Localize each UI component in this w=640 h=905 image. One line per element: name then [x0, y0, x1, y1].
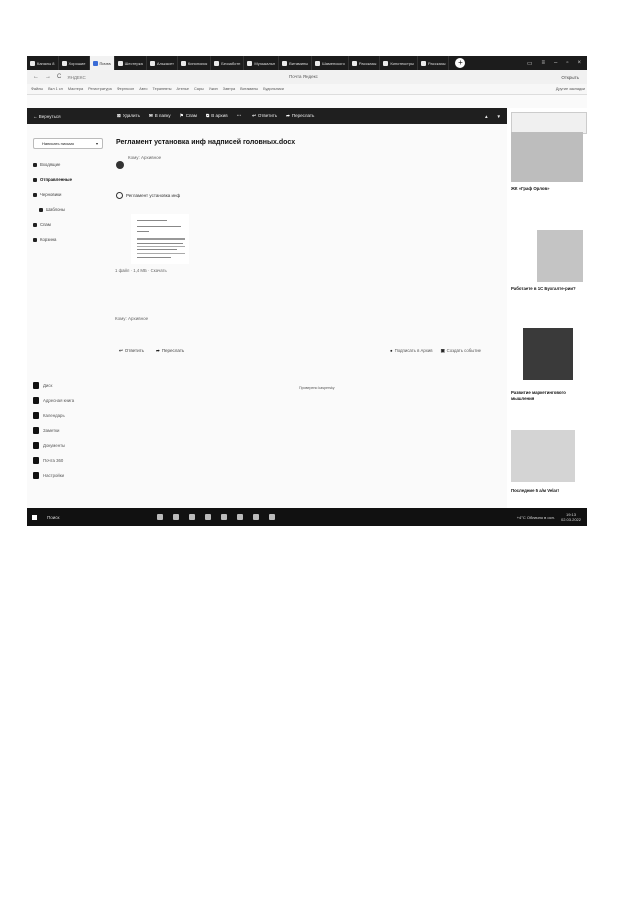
forward-icon: ➦ — [286, 113, 290, 118]
browser-tab[interactable]: Кинопоиск — [178, 56, 211, 70]
reload-icon[interactable]: C — [57, 74, 62, 80]
calendar-small-icon: ▣ — [440, 348, 445, 353]
attachment-preview[interactable] — [131, 214, 189, 264]
attachment-info[interactable]: 1 файл · 1,4 МБ · Скачать — [115, 268, 167, 273]
browser-tab[interactable]: Витамины — [279, 56, 312, 70]
windows-start-icon[interactable] — [32, 515, 37, 520]
browser-tab[interactable]: Музыкальн — [244, 56, 279, 70]
ad-image-building[interactable] — [511, 132, 583, 182]
tab-favicon-icon — [150, 61, 155, 66]
drafts-icon — [33, 193, 37, 197]
browser-tab[interactable]: Шаменского — [312, 56, 349, 70]
taskbar-apps — [157, 514, 275, 520]
weather-widget[interactable]: +4°C Облачно в осн. — [516, 514, 555, 520]
disk-icon — [33, 382, 39, 389]
minimize-icon[interactable]: – — [554, 59, 558, 66]
reply-button[interactable]: ↩ Ответить — [252, 113, 278, 118]
clock[interactable] — [561, 512, 581, 522]
quick-actions — [119, 348, 184, 354]
mail-toolbar — [27, 108, 507, 124]
app-icon[interactable] — [253, 514, 259, 520]
attachment-icon — [116, 192, 123, 199]
tab-favicon-icon — [118, 61, 123, 66]
bookmark-item[interactable]: Вкл 1 сл — [48, 87, 63, 91]
app-icon[interactable] — [269, 514, 275, 520]
browser-tab[interactable]: Хорошие — [59, 56, 90, 70]
app-icon[interactable] — [173, 514, 179, 520]
notes-icon — [33, 427, 39, 434]
clock-date: 02.03.2022 — [560, 517, 581, 522]
archive-icon: ⧉ — [206, 113, 210, 118]
service-calendar[interactable]: Календарь — [33, 412, 65, 419]
back-arrow-icon[interactable]: ← — [33, 74, 39, 80]
tab-strip — [27, 56, 587, 70]
browser-window — [27, 56, 587, 526]
more-button[interactable] — [237, 113, 244, 119]
ad-image-person[interactable] — [523, 328, 573, 380]
archive-button[interactable]: ⧉ В архив — [206, 113, 228, 118]
ad-caption[interactable]: ЖК «Граф Орлов» — [511, 186, 550, 191]
bookmark-item[interactable]: Файлы — [31, 87, 44, 91]
nav-buttons — [27, 74, 61, 80]
bookmark-item[interactable]: Ателье — [176, 87, 189, 91]
reply-link[interactable]: ↩ Ответить — [119, 348, 145, 353]
ad-banner-top[interactable] — [511, 112, 587, 134]
forward-arrow-icon[interactable]: → — [45, 74, 51, 80]
browser-tab[interactable]: Шестерка — [115, 56, 147, 70]
delete-button[interactable]: ⊠ Удалить — [117, 113, 140, 118]
address-bar — [27, 70, 587, 84]
tab-favicon-icon — [315, 61, 320, 66]
next-message-icon[interactable]: ▼ — [496, 113, 501, 119]
folder-spam[interactable]: Спам — [33, 222, 51, 227]
ad-image-pattern[interactable] — [537, 230, 583, 282]
sent-icon — [33, 178, 37, 182]
system-tray — [517, 512, 587, 522]
ad-caption[interactable]: Последние 5 а/м Velar! — [511, 488, 559, 493]
browser-tab[interactable]: Каналы 8 — [27, 56, 59, 70]
folder-icon: ✉ — [148, 113, 153, 118]
bookmark-item[interactable]: Мастера — [67, 87, 84, 91]
mail360-icon — [33, 457, 39, 464]
tab-favicon-icon — [181, 61, 186, 66]
service-notes[interactable]: Заметки — [33, 427, 59, 434]
tab-favicon-icon — [214, 61, 219, 66]
ad-caption[interactable]: Развитие маркетингового мышления — [511, 390, 566, 401]
folder-sent[interactable]: Отправленные — [33, 177, 72, 182]
forward-link[interactable]: ➦ Переслать — [156, 348, 185, 353]
service-settings[interactable]: Настройки — [33, 472, 64, 479]
templates-icon — [39, 208, 43, 212]
menu-icon[interactable]: ≡ — [541, 59, 545, 66]
toolbar-actions — [117, 113, 314, 119]
close-icon[interactable]: × — [577, 59, 581, 66]
other-bookmarks[interactable]: Другие закладки — [555, 87, 585, 91]
avatar[interactable] — [116, 161, 124, 169]
tab-favicon-icon — [383, 61, 388, 66]
clock-time: 19:13 — [565, 512, 576, 517]
message-signature: Кому: Архивное — [115, 316, 149, 321]
spam-button[interactable]: ⚑ Спам — [179, 113, 197, 118]
tab-favicon-icon — [421, 61, 426, 66]
browser-tab[interactable]: Рассказы — [349, 56, 381, 70]
browser-app-icon[interactable] — [221, 514, 227, 520]
contacts-icon — [33, 397, 39, 404]
bookmark-item[interactable]: Регистратура — [88, 87, 112, 91]
tab-list-icon[interactable]: ▭ — [526, 60, 533, 67]
folder-trash[interactable]: Корзина — [33, 237, 56, 242]
service-disk[interactable]: Диск — [33, 382, 52, 389]
bookmark-item[interactable]: Ужин — [208, 87, 218, 91]
bookmark-item[interactable]: Фергюсон — [116, 87, 135, 91]
spam-icon: ⚑ — [179, 113, 184, 118]
open-button[interactable]: Открыть — [561, 74, 579, 80]
tab-favicon-icon — [62, 61, 67, 66]
folder-inbox[interactable]: Входящие — [33, 162, 60, 167]
ad-image-car[interactable] — [511, 430, 575, 482]
compose-button[interactable]: Написать письмо ▾ — [33, 138, 103, 149]
recipient-label: Кому: Архивное — [128, 155, 162, 160]
documents-icon — [33, 442, 39, 449]
bookmark-item[interactable]: Терапевты — [152, 87, 172, 91]
kaspersky-badge: Проверено kaspersky — [299, 386, 335, 390]
browser-tab[interactable]: Беззаботн — [211, 56, 244, 70]
browser-tab[interactable]: Алькасет — [147, 56, 178, 70]
message-subject: Регламент установка инф надписей головных.docx — [116, 139, 296, 146]
create-event-link[interactable]: ▣ Создать событие — [440, 348, 482, 353]
taskbar-search[interactable]: Поиск — [47, 514, 60, 520]
move-to-folder-button[interactable]: ✉ В папку — [148, 113, 171, 118]
browser-tab[interactable]: Рассказы — [418, 56, 450, 70]
calendar-icon — [33, 412, 39, 419]
app-icon[interactable] — [189, 514, 195, 520]
bookmark-item[interactable]: Будильники — [263, 87, 284, 91]
window-controls — [527, 60, 587, 67]
reply-icon: ↩ — [252, 113, 256, 118]
message-header — [116, 155, 161, 169]
tab-favicon-icon — [247, 61, 252, 66]
trash-icon — [33, 238, 37, 242]
tab-favicon-icon — [282, 61, 287, 66]
app-icon[interactable] — [205, 514, 211, 520]
url-field[interactable]: ЯНДЕКС — [67, 74, 86, 80]
ad-caption[interactable]: Работаете в 1С Бухгалте-рии? — [511, 286, 576, 291]
tab-favicon-icon — [352, 61, 357, 66]
tab-favicon-icon — [30, 61, 35, 66]
ad-column — [507, 108, 587, 508]
bookmark-item[interactable]: Авто — [139, 87, 148, 91]
forward-small-icon: ➦ — [156, 348, 160, 353]
tab-favicon-icon — [93, 61, 98, 66]
delete-icon: ⊠ — [117, 113, 121, 118]
browser-tab-active[interactable]: Почта — [90, 56, 115, 70]
more-icon: ⋯ — [236, 113, 242, 118]
gear-icon — [33, 472, 39, 479]
compose-dropdown-icon[interactable]: ▾ — [95, 141, 98, 146]
service-mail360[interactable]: Почта 360 — [33, 457, 63, 464]
service-documents[interactable]: Документы — [33, 442, 65, 449]
task-view-icon[interactable] — [157, 514, 163, 520]
new-tab-button[interactable]: + — [455, 58, 465, 68]
bookmark-item[interactable]: Витамины — [240, 87, 259, 91]
bookmarks-bar — [27, 84, 587, 95]
spam-folder-icon — [33, 223, 37, 227]
reply-small-icon: ↩ — [119, 348, 123, 353]
windows-taskbar — [27, 508, 587, 526]
bell-icon: ● — [390, 348, 393, 353]
message-extra-links — [390, 348, 481, 354]
browser-tab[interactable]: Кинотекстры — [380, 56, 418, 70]
attachment-name[interactable]: Регламент установка инф — [116, 192, 180, 199]
folder-templates[interactable]: Шаблоны — [39, 207, 65, 212]
mail-sidebar — [27, 124, 111, 502]
back-to-list-button[interactable]: ← Вернуться — [33, 113, 61, 119]
service-contacts[interactable]: Адресная книга — [33, 397, 74, 404]
app-icon[interactable] — [237, 514, 243, 520]
maximize-icon[interactable]: ▫ — [566, 59, 569, 66]
inbox-icon — [33, 163, 37, 167]
forward-button[interactable]: ➦ Переслать — [286, 113, 315, 118]
page-title: Почта Яндекс — [289, 74, 318, 79]
bookmark-item[interactable]: Завтра — [222, 87, 236, 91]
bookmark-item[interactable]: Сары — [193, 87, 204, 91]
folder-drafts[interactable]: Черновики — [33, 192, 61, 197]
address-bar-right — [561, 75, 587, 80]
sign-archive-link[interactable]: ● Подписать в Архив — [390, 348, 433, 353]
message-nav — [484, 114, 507, 119]
previous-message-icon[interactable]: ▲ — [484, 113, 489, 119]
